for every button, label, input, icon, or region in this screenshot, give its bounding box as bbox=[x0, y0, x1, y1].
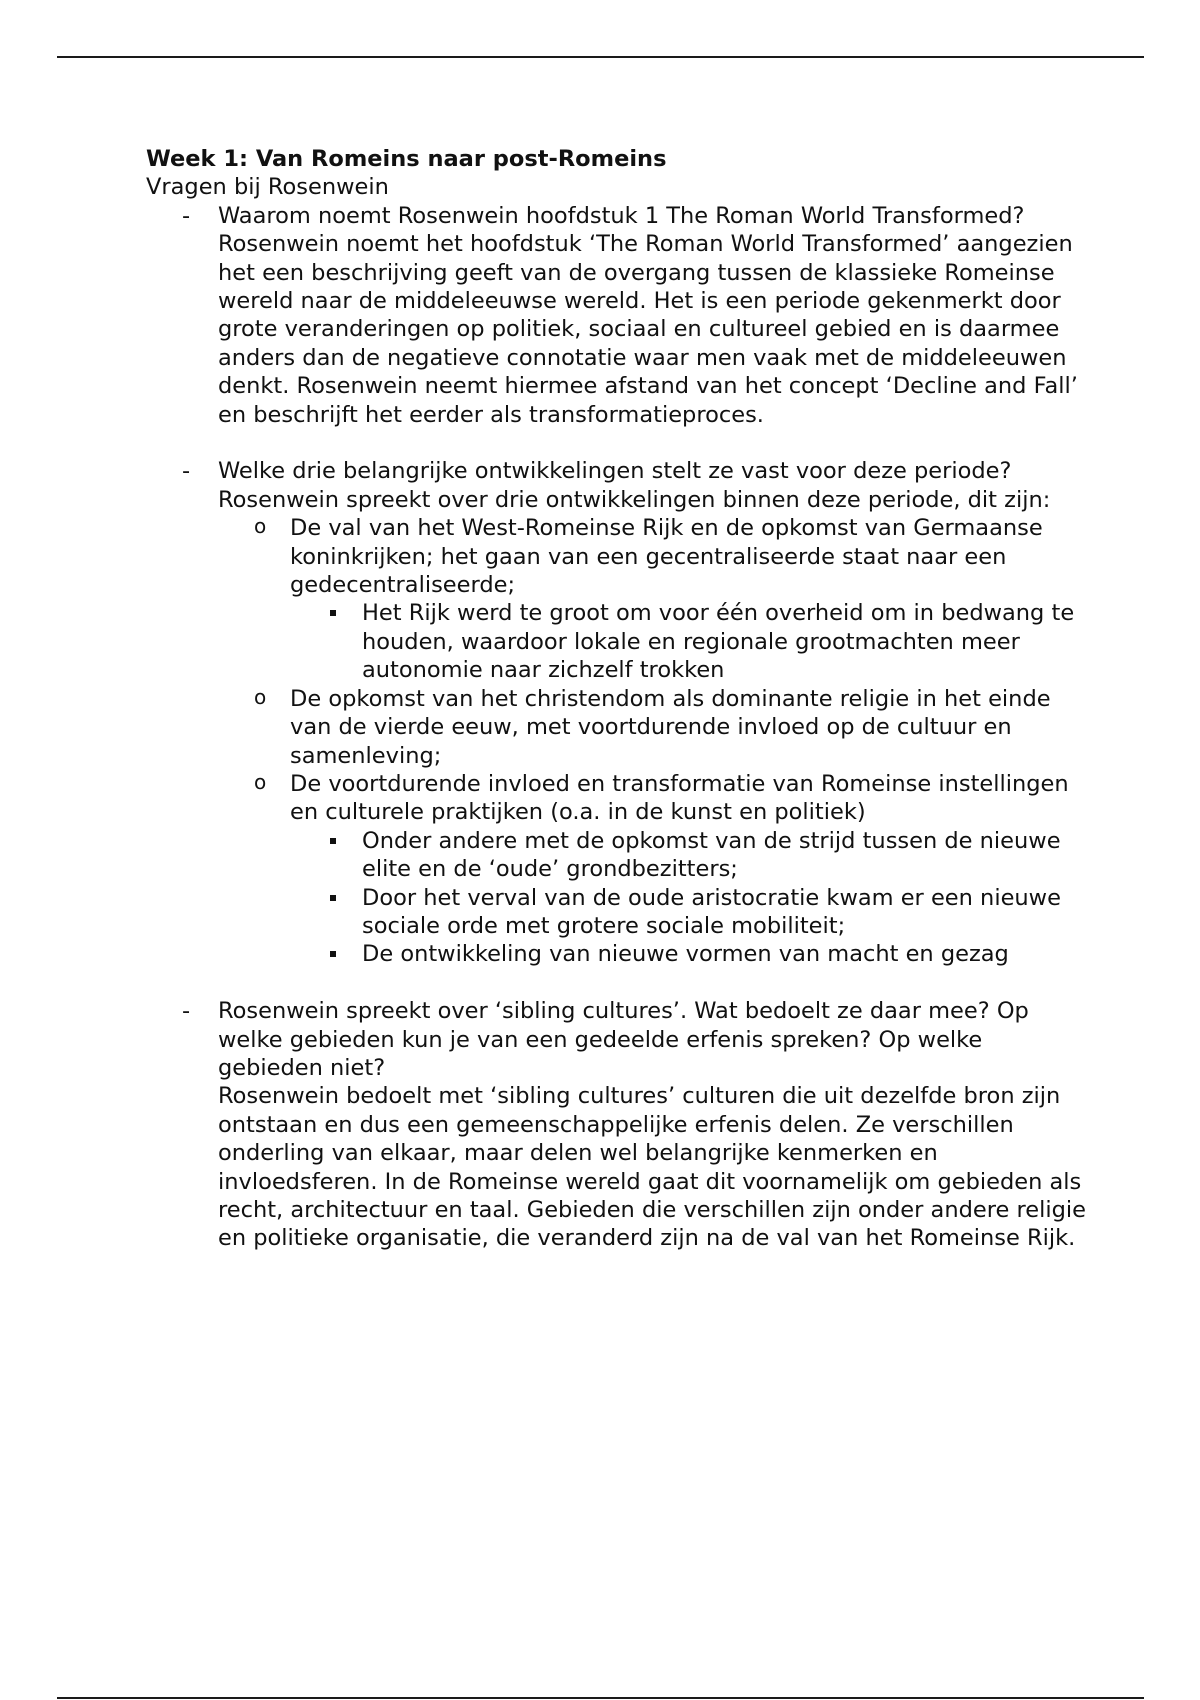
circle-bullet: o bbox=[254, 684, 267, 709]
dash-bullet: - bbox=[182, 202, 191, 229]
question-text: Waarom noemt Rosenwein hoofdstuk 1 The Roman World Transformed? bbox=[218, 202, 1025, 229]
list-item bbox=[218, 770, 1086, 969]
list-item bbox=[218, 514, 1086, 684]
sub-list-item bbox=[290, 884, 1086, 941]
sub-list-item-text: Door het verval van de oude aristocratie kwam er een nieuwe sociale orde met grotere sociale mobiliteit; bbox=[362, 884, 1061, 939]
question-block-3 bbox=[146, 997, 1086, 1253]
dash-bullet: - bbox=[182, 458, 191, 485]
document-subtitle: Vragen bij Rosenwein bbox=[146, 174, 389, 201]
list-item-text: De voortdurende invloed en transformatie van Romeinse instellingen en culturele praktijken (o.a. in de kunst en politiek) bbox=[290, 770, 1069, 826]
document-body bbox=[146, 145, 1086, 1253]
question-block-2 bbox=[146, 457, 1086, 968]
header-rule bbox=[57, 56, 1144, 58]
square-bullet-icon bbox=[330, 895, 336, 901]
document-title: Week 1: Van Romeins naar post-Romeins bbox=[146, 146, 667, 172]
square-bullet-icon bbox=[330, 610, 336, 616]
list-item bbox=[218, 685, 1086, 770]
sub-list-item-text: Onder andere met de opkomst van de strijd tussen de nieuwe elite en de ‘oude’ grondbezitters; bbox=[362, 827, 1061, 883]
dash-bullet: - bbox=[182, 998, 191, 1025]
answer-text: Rosenwein spreekt over drie ontwikkelingen binnen deze periode, dit zijn: bbox=[218, 486, 1051, 513]
circle-bullet: o bbox=[254, 769, 267, 794]
question-text: Welke drie belangrijke ontwikkelingen stelt ze vast voor deze periode? bbox=[218, 458, 1012, 485]
question-block-1 bbox=[146, 202, 1086, 429]
question-text: Rosenwein spreekt over ‘sibling cultures’. Wat bedoelt ze daar mee? Op welke gebieden kun je van een gedeelde erfenis spreken? Op welke gebieden niet? bbox=[218, 998, 1029, 1081]
answer-text: Rosenwein noemt het hoofdstuk ‘The Roman World Transformed’ aangezien het een beschrijving geeft van de overgang tussen de klassieke Romeinse wereld naar de middeleeuwse wereld. Het is een periode gekenmerkt door grote veranderingen op politiek, sociaal en cultureel gebied en is daarmee anders dan de negatieve connotatie waar men vaak met de middeleeuwen denkt. Rosenwein neemt hiermee afstand van het concept ‘Decline and Fall’ en beschrijft het eerder als transformatieproces. bbox=[218, 231, 1078, 428]
square-bullet-icon bbox=[330, 951, 336, 957]
square-bullet-icon bbox=[330, 838, 336, 844]
sub-list-item bbox=[290, 940, 1086, 968]
list-item-text: De opkomst van het christendom als dominante religie in het einde van de vierde eeuw, met voortdurende invloed op de cultuur en samenleving; bbox=[290, 685, 1051, 769]
answer-text: Rosenwein bedoelt met ‘sibling cultures’ culturen die uit dezelfde bron zijn ontstaan en dus een gemeenschappelijke erfenis delen. Ze verschillen onderling van elkaar, maar delen wel belangrijke kenmerken en invloedsferen. In de Romeinse wereld gaat dit voornamelijk om gebieden als recht, architectuur en taal. Gebieden die verschillen zijn onder andere religie en politieke organisatie, die veranderd zijn na de val van het Romeinse Rijk. bbox=[218, 1083, 1086, 1252]
sub-list-item bbox=[290, 599, 1086, 684]
circle-bullet: o bbox=[254, 514, 267, 539]
list-item-text: De val van het West-Romeinse Rijk en de opkomst van Germaanse koninkrijken; het gaan van een gecentraliseerde staat naar een gedecentraliseerde; bbox=[290, 515, 1043, 599]
sub-list-item-text: Het Rijk werd te groot om voor één overheid om in bedwang te houden, waardoor lokale en regionale grootmachten meer autonomie naar zichzelf trokken bbox=[362, 600, 1075, 684]
footer-rule bbox=[57, 1697, 1144, 1699]
sub-list-item-text: De ontwikkeling van nieuwe vormen van macht en gezag bbox=[362, 941, 1009, 968]
sub-list-item bbox=[290, 827, 1086, 884]
